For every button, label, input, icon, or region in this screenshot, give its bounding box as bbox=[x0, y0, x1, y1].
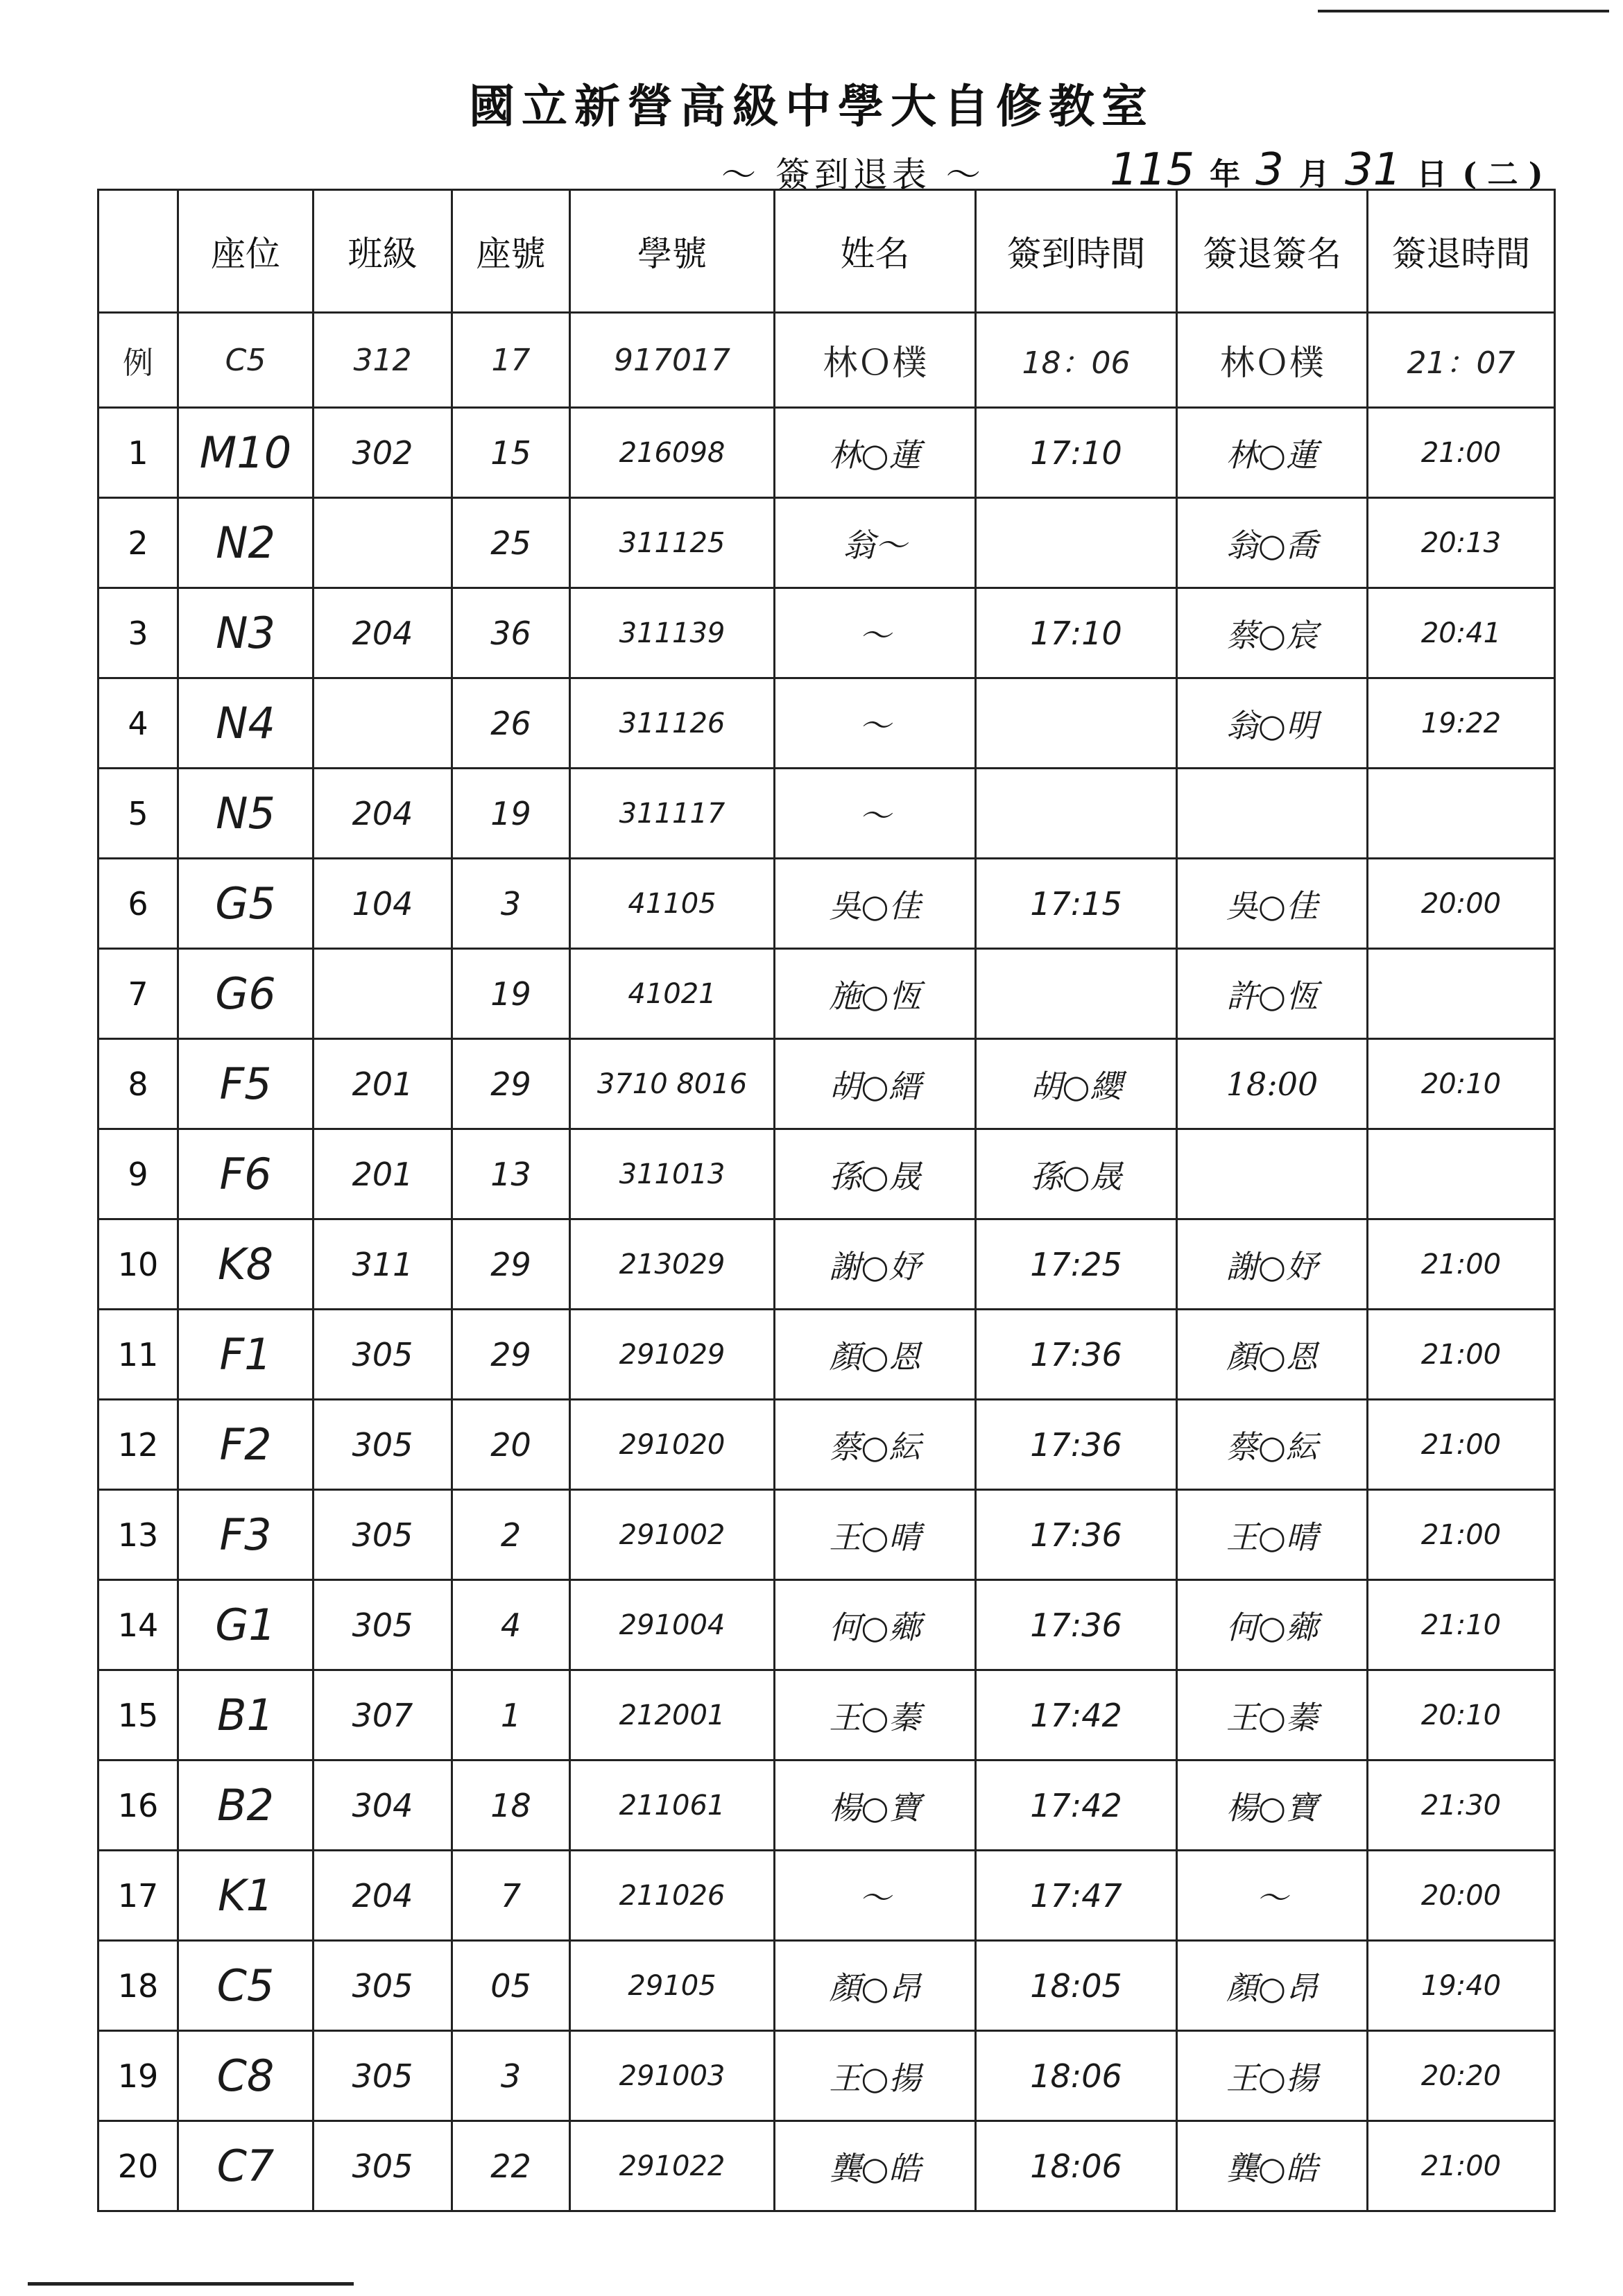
row-number: 7 bbox=[98, 949, 178, 1039]
seat-cell: K1 bbox=[178, 1851, 314, 1941]
in-time-cell: 17:36 bbox=[976, 1490, 1177, 1580]
table-row bbox=[98, 2121, 1555, 2211]
seat-cell: N4 bbox=[178, 678, 314, 769]
class-cell: 204 bbox=[314, 769, 452, 859]
row-number: 8 bbox=[98, 1039, 178, 1129]
class-cell bbox=[314, 498, 452, 588]
name-cell: 孫○晟 bbox=[775, 1129, 976, 1219]
seat-cell: C7 bbox=[178, 2121, 314, 2211]
out-time-cell: 21:10 bbox=[1368, 1580, 1555, 1670]
student-id-cell: 211061 bbox=[570, 1760, 775, 1851]
in-time-cell: 18:05 bbox=[976, 1941, 1177, 2031]
name-cell: 胡○縉 bbox=[775, 1039, 976, 1129]
seat-no-cell: 1 bbox=[452, 1670, 570, 1760]
name-cell: ～ bbox=[775, 678, 976, 769]
name-cell: 吳○佳 bbox=[775, 859, 976, 949]
seat-cell: M10 bbox=[178, 408, 314, 498]
in-time-cell: 17:10 bbox=[976, 408, 1177, 498]
date-month-label: 月 bbox=[1298, 157, 1330, 192]
row-number: 16 bbox=[98, 1760, 178, 1851]
out-time-cell: 21:00 bbox=[1368, 1490, 1555, 1580]
table-row bbox=[98, 588, 1555, 678]
out-sign-cell: 吳○佳 bbox=[1177, 859, 1368, 949]
out-sign-cell: 謝○妤 bbox=[1177, 1219, 1368, 1310]
table-header-row bbox=[98, 190, 1555, 313]
out-time-cell bbox=[1368, 1129, 1555, 1219]
seat-cell: G6 bbox=[178, 949, 314, 1039]
name-cell: 顏○昂 bbox=[775, 1941, 976, 2031]
out-time-cell bbox=[1368, 769, 1555, 859]
col-header-out-time: 簽退時間 bbox=[1368, 190, 1555, 313]
class-cell bbox=[314, 949, 452, 1039]
in-time-cell bbox=[976, 769, 1177, 859]
table-row bbox=[98, 1941, 1555, 2031]
out-sign-cell: ～ bbox=[1177, 1851, 1368, 1941]
date-weekday: ( 二 ) bbox=[1462, 157, 1543, 192]
student-id-cell: 213029 bbox=[570, 1219, 775, 1310]
out-sign-cell: 許○恆 bbox=[1177, 949, 1368, 1039]
col-header-in-time: 簽到時間 bbox=[976, 190, 1177, 313]
example-row bbox=[98, 313, 1555, 408]
seat-cell: G1 bbox=[178, 1580, 314, 1670]
row-number: 20 bbox=[98, 2121, 178, 2211]
name-cell: 龔○皓 bbox=[775, 2121, 976, 2211]
class-cell: 305 bbox=[314, 1580, 452, 1670]
out-sign-cell: 蔡○紜 bbox=[1177, 1400, 1368, 1490]
seat-cell: F3 bbox=[178, 1490, 314, 1580]
seat-cell: C8 bbox=[178, 2031, 314, 2121]
in-time-cell: 孫○晟 bbox=[976, 1129, 1177, 1219]
seat-no-cell: 20 bbox=[452, 1400, 570, 1490]
row-number: 2 bbox=[98, 498, 178, 588]
table-row bbox=[98, 678, 1555, 769]
table-row bbox=[98, 1310, 1555, 1400]
name-cell: 王○揚 bbox=[775, 2031, 976, 2121]
table-row bbox=[98, 949, 1555, 1039]
out-time-cell bbox=[1368, 949, 1555, 1039]
row-number: 18 bbox=[98, 1941, 178, 2031]
student-id-cell: 311117 bbox=[570, 769, 775, 859]
seat-no-cell: 26 bbox=[452, 678, 570, 769]
name-cell: 楊○寶 bbox=[775, 1760, 976, 1851]
class-cell: 204 bbox=[314, 588, 452, 678]
name-cell: ～ bbox=[775, 1851, 976, 1941]
in-time-cell: 17:42 bbox=[976, 1760, 1177, 1851]
class-cell: 204 bbox=[314, 1851, 452, 1941]
in-time-cell bbox=[976, 949, 1177, 1039]
class-cell: 104 bbox=[314, 859, 452, 949]
seat-cell: G5 bbox=[178, 859, 314, 949]
out-time-cell: 21:00 bbox=[1368, 1310, 1555, 1400]
scan-mark bbox=[1318, 10, 1609, 12]
sign-in-table bbox=[97, 189, 1556, 2212]
name-cell: 翁～ bbox=[775, 498, 976, 588]
row-number: 11 bbox=[98, 1310, 178, 1400]
date-day: 31 bbox=[1344, 144, 1402, 196]
example-seat-no: 17 bbox=[452, 313, 570, 408]
student-id-cell: 41021 bbox=[570, 949, 775, 1039]
table-row bbox=[98, 1400, 1555, 1490]
row-number: 6 bbox=[98, 859, 178, 949]
table-row bbox=[98, 859, 1555, 949]
student-id-cell: 311125 bbox=[570, 498, 775, 588]
seat-cell: F1 bbox=[178, 1310, 314, 1400]
class-cell: 305 bbox=[314, 2121, 452, 2211]
out-time-cell: 20:41 bbox=[1368, 588, 1555, 678]
student-id-cell: 216098 bbox=[570, 408, 775, 498]
out-time-cell: 20:00 bbox=[1368, 1851, 1555, 1941]
row-number: 14 bbox=[98, 1580, 178, 1670]
seat-no-cell: 19 bbox=[452, 769, 570, 859]
col-header-class: 班級 bbox=[314, 190, 452, 313]
bottom-rule bbox=[28, 2282, 354, 2286]
example-student-id: 917017 bbox=[570, 313, 775, 408]
in-time-cell: 17:25 bbox=[976, 1219, 1177, 1310]
out-sign-cell: 翁○喬 bbox=[1177, 498, 1368, 588]
student-id-cell: 291022 bbox=[570, 2121, 775, 2211]
table-row bbox=[98, 498, 1555, 588]
table-row bbox=[98, 1039, 1555, 1129]
class-cell: 305 bbox=[314, 1310, 452, 1400]
seat-cell: B2 bbox=[178, 1760, 314, 1851]
seat-no-cell: 4 bbox=[452, 1580, 570, 1670]
table-row bbox=[98, 1219, 1555, 1310]
student-id-cell: 291002 bbox=[570, 1490, 775, 1580]
row-number: 1 bbox=[98, 408, 178, 498]
out-time-cell: 20:10 bbox=[1368, 1039, 1555, 1129]
out-sign-cell: 顏○昂 bbox=[1177, 1941, 1368, 2031]
row-number: 10 bbox=[98, 1219, 178, 1310]
date-year: 115 bbox=[1110, 144, 1195, 196]
seat-cell: B1 bbox=[178, 1670, 314, 1760]
table-row bbox=[98, 1670, 1555, 1760]
out-sign-cell: 楊○寶 bbox=[1177, 1760, 1368, 1851]
example-name: 林Ｏ樸 bbox=[775, 313, 976, 408]
student-id-cell: 3710 8016 bbox=[570, 1039, 775, 1129]
in-time-cell: 17:47 bbox=[976, 1851, 1177, 1941]
name-cell: 顏○恩 bbox=[775, 1310, 976, 1400]
date-line bbox=[1110, 144, 1543, 196]
seat-no-cell: 29 bbox=[452, 1219, 570, 1310]
student-id-cell: 311126 bbox=[570, 678, 775, 769]
in-time-cell: 17:36 bbox=[976, 1400, 1177, 1490]
row-number: 17 bbox=[98, 1851, 178, 1941]
class-cell bbox=[314, 678, 452, 769]
row-number: 9 bbox=[98, 1129, 178, 1219]
name-cell: 謝○妤 bbox=[775, 1219, 976, 1310]
seat-no-cell: 7 bbox=[452, 1851, 570, 1941]
student-id-cell: 41105 bbox=[570, 859, 775, 949]
student-id-cell: 311013 bbox=[570, 1129, 775, 1219]
out-time-cell: 21:00 bbox=[1368, 408, 1555, 498]
row-number: 19 bbox=[98, 2031, 178, 2121]
in-time-cell: 17:10 bbox=[976, 588, 1177, 678]
student-id-cell: 291003 bbox=[570, 2031, 775, 2121]
class-cell: 201 bbox=[314, 1129, 452, 1219]
out-time-cell: 21:00 bbox=[1368, 1219, 1555, 1310]
example-in-time: 18：06 bbox=[976, 313, 1177, 408]
out-time-cell: 20:13 bbox=[1368, 498, 1555, 588]
in-time-cell: 17:42 bbox=[976, 1670, 1177, 1760]
page-subtitle: 〜 簽到退表 〜 bbox=[721, 155, 985, 195]
seat-cell: F2 bbox=[178, 1400, 314, 1490]
row-number: 15 bbox=[98, 1670, 178, 1760]
student-id-cell: 212001 bbox=[570, 1670, 775, 1760]
table-row bbox=[98, 1580, 1555, 1670]
seat-no-cell: 36 bbox=[452, 588, 570, 678]
out-time-cell: 19:40 bbox=[1368, 1941, 1555, 2031]
table-row bbox=[98, 1490, 1555, 1580]
class-cell: 305 bbox=[314, 1400, 452, 1490]
out-time-cell: 19:22 bbox=[1368, 678, 1555, 769]
out-sign-cell: 蔡○宸 bbox=[1177, 588, 1368, 678]
student-id-cell: 291029 bbox=[570, 1310, 775, 1400]
name-cell: 王○蓁 bbox=[775, 1670, 976, 1760]
name-cell: ～ bbox=[775, 769, 976, 859]
row-number: 3 bbox=[98, 588, 178, 678]
seat-cell: F5 bbox=[178, 1039, 314, 1129]
out-time-cell: 20:20 bbox=[1368, 2031, 1555, 2121]
col-header-student-id: 學號 bbox=[570, 190, 775, 313]
student-id-cell: 211026 bbox=[570, 1851, 775, 1941]
out-sign-cell bbox=[1177, 769, 1368, 859]
in-time-cell: 18:06 bbox=[976, 2121, 1177, 2211]
name-cell: 施○恆 bbox=[775, 949, 976, 1039]
row-number: 13 bbox=[98, 1490, 178, 1580]
date-month: 3 bbox=[1255, 144, 1284, 196]
col-header-seat: 座位 bbox=[178, 190, 314, 313]
col-header-seat-no: 座號 bbox=[452, 190, 570, 313]
out-sign-cell: 王○蓁 bbox=[1177, 1670, 1368, 1760]
out-time-cell: 21:00 bbox=[1368, 1400, 1555, 1490]
table-row bbox=[98, 2031, 1555, 2121]
out-sign-cell: 翁○明 bbox=[1177, 678, 1368, 769]
in-time-cell: 17:36 bbox=[976, 1580, 1177, 1670]
in-time-cell: 胡○纓 bbox=[976, 1039, 1177, 1129]
seat-no-cell: 25 bbox=[452, 498, 570, 588]
table-row bbox=[98, 769, 1555, 859]
class-cell: 305 bbox=[314, 1941, 452, 2031]
col-header-name: 姓名 bbox=[775, 190, 976, 313]
seat-no-cell: 05 bbox=[452, 1941, 570, 2031]
in-time-cell bbox=[976, 678, 1177, 769]
seat-no-cell: 19 bbox=[452, 949, 570, 1039]
name-cell: ～ bbox=[775, 588, 976, 678]
seat-no-cell: 18 bbox=[452, 1760, 570, 1851]
page-title: 國立新營高級中學大自修教室 bbox=[469, 79, 1154, 133]
example-out-time: 21：07 bbox=[1368, 313, 1555, 408]
out-sign-cell: 王○揚 bbox=[1177, 2031, 1368, 2121]
row-number: 4 bbox=[98, 678, 178, 769]
out-time-cell: 21:00 bbox=[1368, 2121, 1555, 2211]
seat-cell: F6 bbox=[178, 1129, 314, 1219]
class-cell: 305 bbox=[314, 1490, 452, 1580]
out-time-cell: 20:00 bbox=[1368, 859, 1555, 949]
seat-cell: C5 bbox=[178, 1941, 314, 2031]
out-sign-cell bbox=[1177, 1129, 1368, 1219]
out-sign-cell: 王○晴 bbox=[1177, 1490, 1368, 1580]
col-header-rownum bbox=[98, 190, 178, 313]
out-sign-cell: 林○蓮 bbox=[1177, 408, 1368, 498]
class-cell: 307 bbox=[314, 1670, 452, 1760]
class-cell: 201 bbox=[314, 1039, 452, 1129]
student-id-cell: 291020 bbox=[570, 1400, 775, 1490]
seat-cell: N5 bbox=[178, 769, 314, 859]
seat-cell: K8 bbox=[178, 1219, 314, 1310]
row-number: 5 bbox=[98, 769, 178, 859]
table-row bbox=[98, 1129, 1555, 1219]
in-time-cell: 18:06 bbox=[976, 2031, 1177, 2121]
date-day-label: 日 bbox=[1416, 157, 1448, 192]
out-sign-cell: 18:00 bbox=[1177, 1039, 1368, 1129]
seat-no-cell: 22 bbox=[452, 2121, 570, 2211]
example-label: 例 bbox=[98, 313, 178, 408]
in-time-cell: 17:36 bbox=[976, 1310, 1177, 1400]
table-row bbox=[98, 1760, 1555, 1851]
example-out-sign: 林Ｏ樸 bbox=[1177, 313, 1368, 408]
out-sign-cell: 龔○皓 bbox=[1177, 2121, 1368, 2211]
table-row bbox=[98, 408, 1555, 498]
date-year-label: 年 bbox=[1210, 157, 1241, 192]
class-cell: 305 bbox=[314, 2031, 452, 2121]
name-cell: 林○蓮 bbox=[775, 408, 976, 498]
out-time-cell: 20:10 bbox=[1368, 1670, 1555, 1760]
in-time-cell: 17:15 bbox=[976, 859, 1177, 949]
in-time-cell bbox=[976, 498, 1177, 588]
seat-no-cell: 15 bbox=[452, 408, 570, 498]
example-class: 312 bbox=[314, 313, 452, 408]
seat-no-cell: 3 bbox=[452, 859, 570, 949]
seat-no-cell: 3 bbox=[452, 2031, 570, 2121]
col-header-out-sign: 簽退簽名 bbox=[1177, 190, 1368, 313]
class-cell: 304 bbox=[314, 1760, 452, 1851]
seat-cell: N3 bbox=[178, 588, 314, 678]
student-id-cell: 29105 bbox=[570, 1941, 775, 2031]
student-id-cell: 311139 bbox=[570, 588, 775, 678]
name-cell: 王○晴 bbox=[775, 1490, 976, 1580]
out-sign-cell: 何○薌 bbox=[1177, 1580, 1368, 1670]
seat-no-cell: 13 bbox=[452, 1129, 570, 1219]
seat-no-cell: 29 bbox=[452, 1310, 570, 1400]
out-time-cell: 21:30 bbox=[1368, 1760, 1555, 1851]
seat-no-cell: 2 bbox=[452, 1490, 570, 1580]
class-cell: 311 bbox=[314, 1219, 452, 1310]
seat-no-cell: 29 bbox=[452, 1039, 570, 1129]
table-row bbox=[98, 1851, 1555, 1941]
out-sign-cell: 顏○恩 bbox=[1177, 1310, 1368, 1400]
example-seat: C5 bbox=[178, 313, 314, 408]
name-cell: 何○薌 bbox=[775, 1580, 976, 1670]
name-cell: 蔡○紜 bbox=[775, 1400, 976, 1490]
class-cell: 302 bbox=[314, 408, 452, 498]
seat-cell: N2 bbox=[178, 498, 314, 588]
row-number: 12 bbox=[98, 1400, 178, 1490]
student-id-cell: 291004 bbox=[570, 1580, 775, 1670]
